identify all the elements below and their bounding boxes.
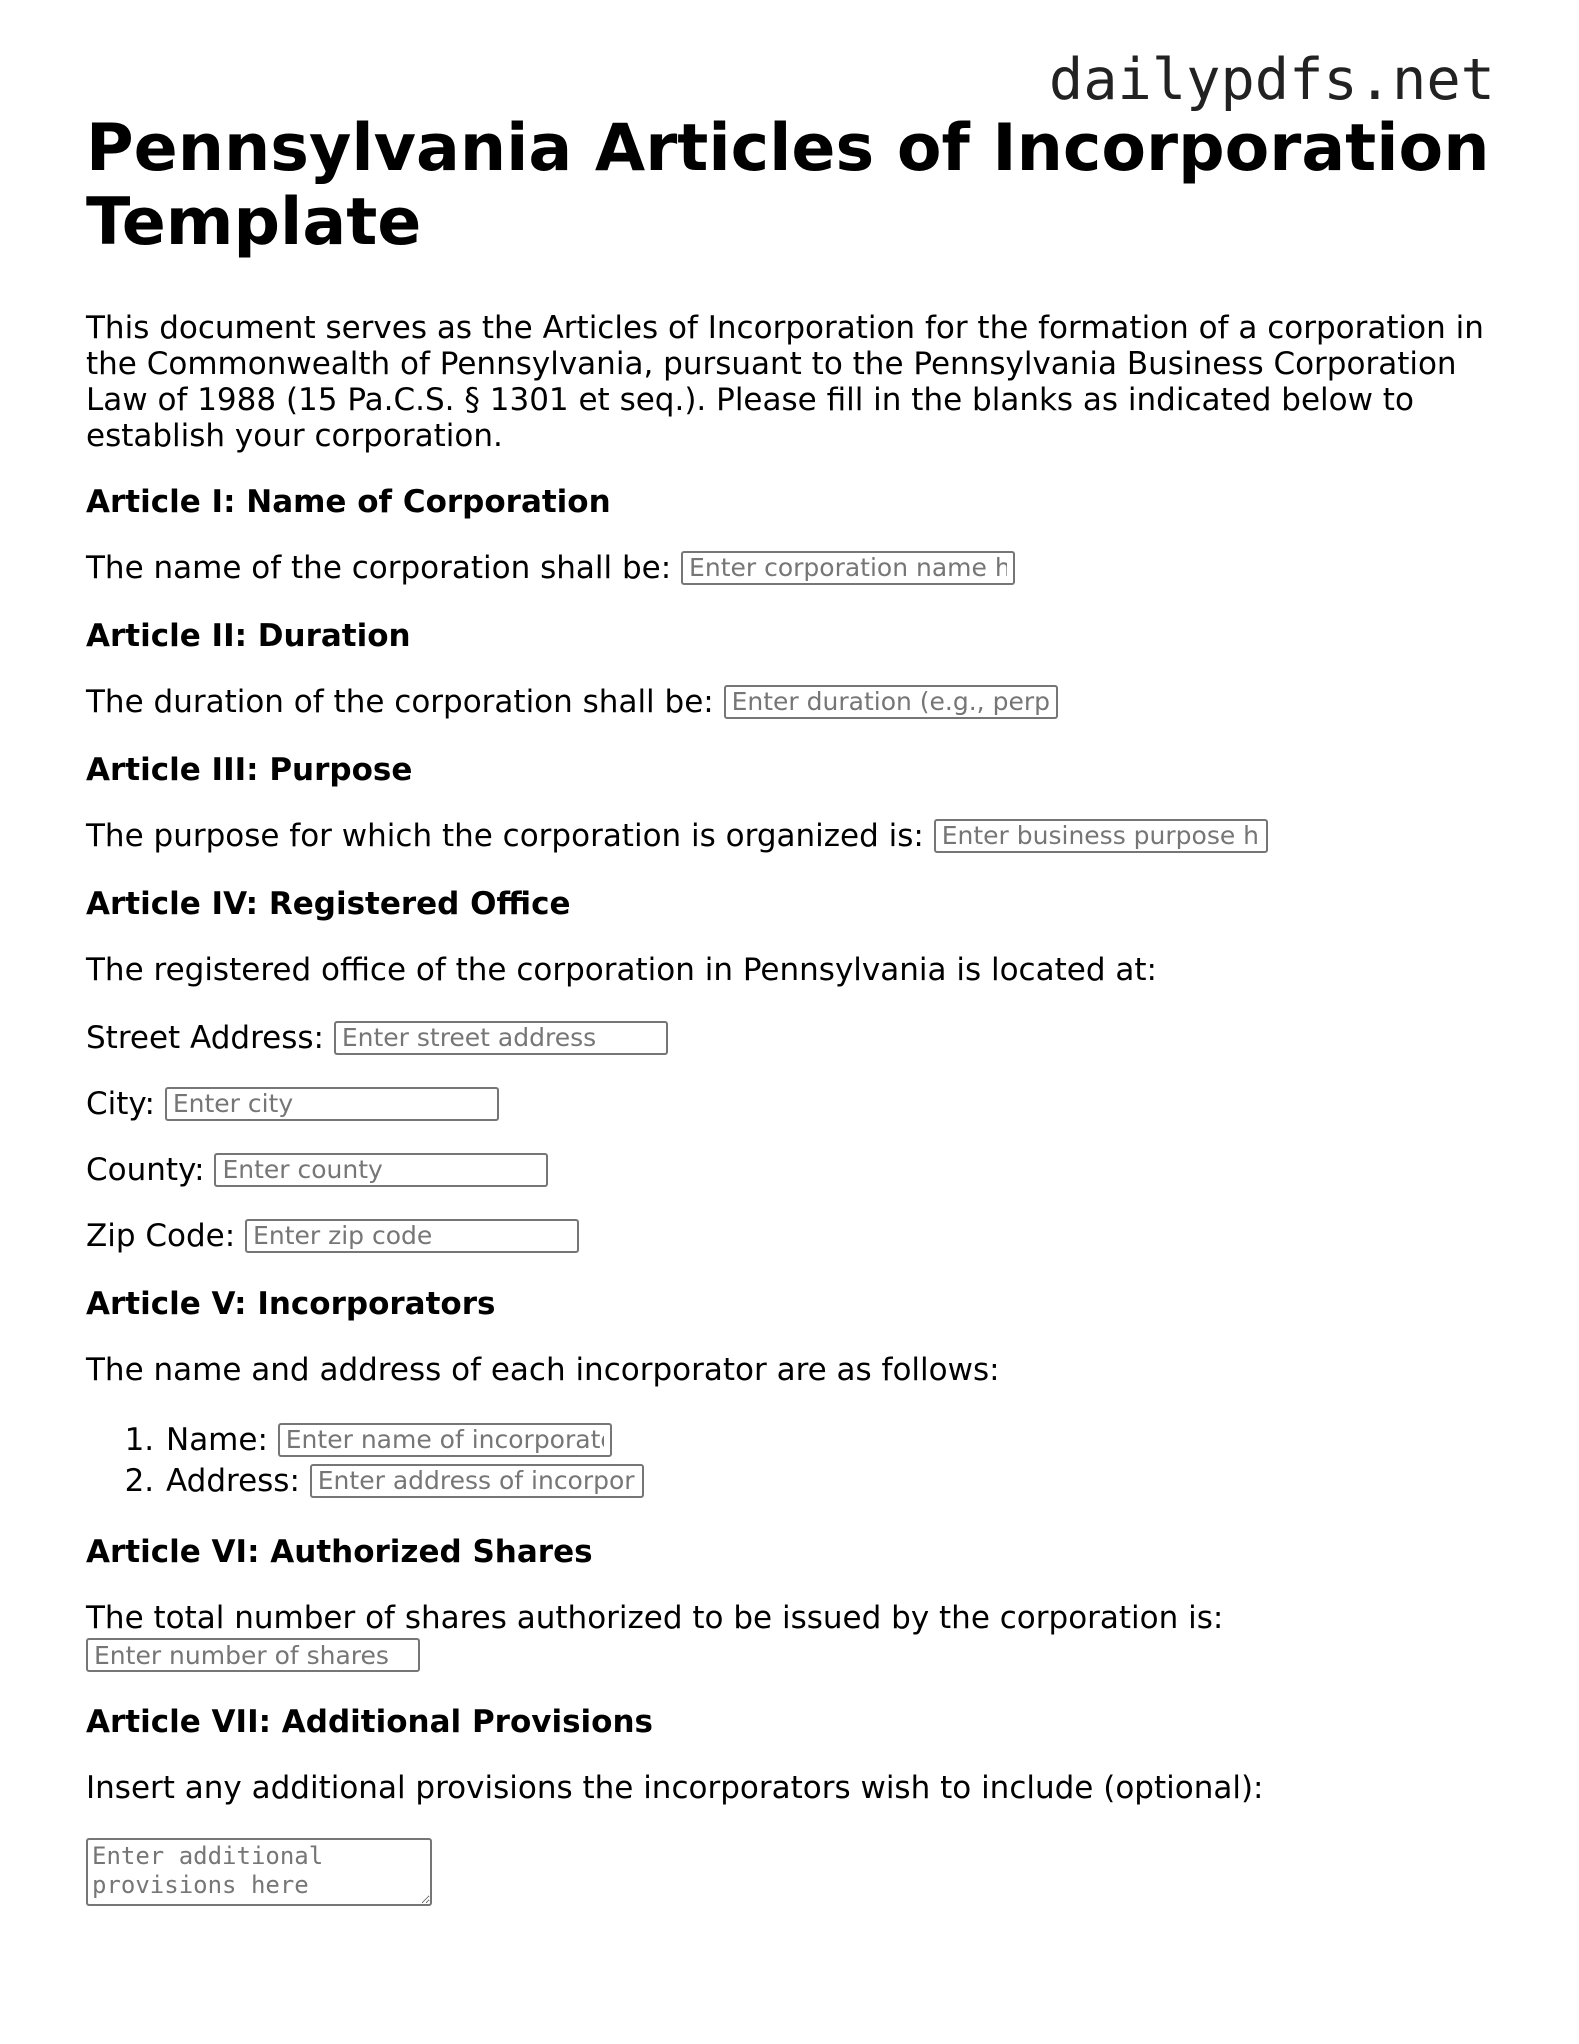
article-7-heading: Article VII: Additional Provisions: [86, 1704, 653, 1740]
list-item: [164, 1461, 1506, 1502]
incorporator-list: [86, 1420, 1506, 1502]
county-line: [86, 1152, 1506, 1188]
article-2-line: [86, 684, 1506, 720]
document-page: [86, 112, 1506, 1910]
corporation-name-input[interactable]: [681, 551, 1015, 585]
street-address-input[interactable]: [334, 1021, 668, 1055]
shares-input[interactable]: [86, 1638, 420, 1672]
corporation-name-label: The name of the corporation shall be:: [86, 550, 672, 586]
county-label: County:: [86, 1152, 205, 1188]
registered-office-text: The registered office of the corporation in Pennsylvania is located at:: [86, 952, 1157, 988]
intro-paragraph: This document serves as the Articles of Incorporation for the formation of a corporation in the Commonwealth of Pennsylvania, pursuant to the Pennsylvania Business Corporation Law of 1988 (15 Pa.C.S. § 1301 et seq.). Please fill in the blanks as indicated below to establish your corporation.: [86, 310, 1484, 454]
article-6-heading: Article VI: Authorized Shares: [86, 1534, 593, 1570]
duration-input[interactable]: [724, 685, 1058, 719]
zip-line: [86, 1218, 1506, 1254]
site-watermark: dailypdfs.net: [1048, 47, 1495, 113]
page-title: Pennsylvania Articles of Incorporation Template: [86, 111, 1490, 260]
incorporators-text: The name and address of each incorporator are as follows:: [86, 1352, 1000, 1388]
additional-provisions-textarea[interactable]: [86, 1838, 432, 1906]
zip-code-input[interactable]: [245, 1219, 579, 1253]
article-1-heading: Article I: Name of Corporation: [86, 484, 611, 520]
article-4-heading: Article IV: Registered Office: [86, 886, 571, 922]
street-line: [86, 1020, 1506, 1056]
street-address-label: Street Address:: [86, 1020, 324, 1056]
zip-code-label: Zip Code:: [86, 1218, 236, 1254]
article-3-heading: Article III: Purpose: [86, 752, 413, 788]
city-input[interactable]: [165, 1087, 499, 1121]
additional-provisions-text: Insert any additional provisions the incorporators wish to include (optional):: [86, 1770, 1264, 1806]
incorporator-address-input[interactable]: [310, 1464, 644, 1498]
county-input[interactable]: [214, 1153, 548, 1187]
incorporator-name-label: Name:: [166, 1422, 268, 1458]
incorporator-address-label: Address:: [166, 1463, 300, 1499]
purpose-input[interactable]: [934, 819, 1268, 853]
article-1-line: [86, 550, 1506, 586]
article-2-heading: Article II: Duration: [86, 618, 411, 654]
article-3-line: [86, 818, 1506, 854]
city-line: [86, 1086, 1506, 1122]
list-item: [164, 1420, 1506, 1461]
shares-line: [86, 1600, 1506, 1672]
city-label: City:: [86, 1086, 155, 1122]
article-5-heading: Article V: Incorporators: [86, 1286, 496, 1322]
duration-label: The duration of the corporation shall be:: [86, 684, 714, 720]
incorporator-name-input[interactable]: [278, 1423, 612, 1457]
purpose-label: The purpose for which the corporation is organized is:: [86, 818, 924, 854]
shares-label: The total number of shares authorized to be issued by the corporation is:: [86, 1600, 1224, 1636]
